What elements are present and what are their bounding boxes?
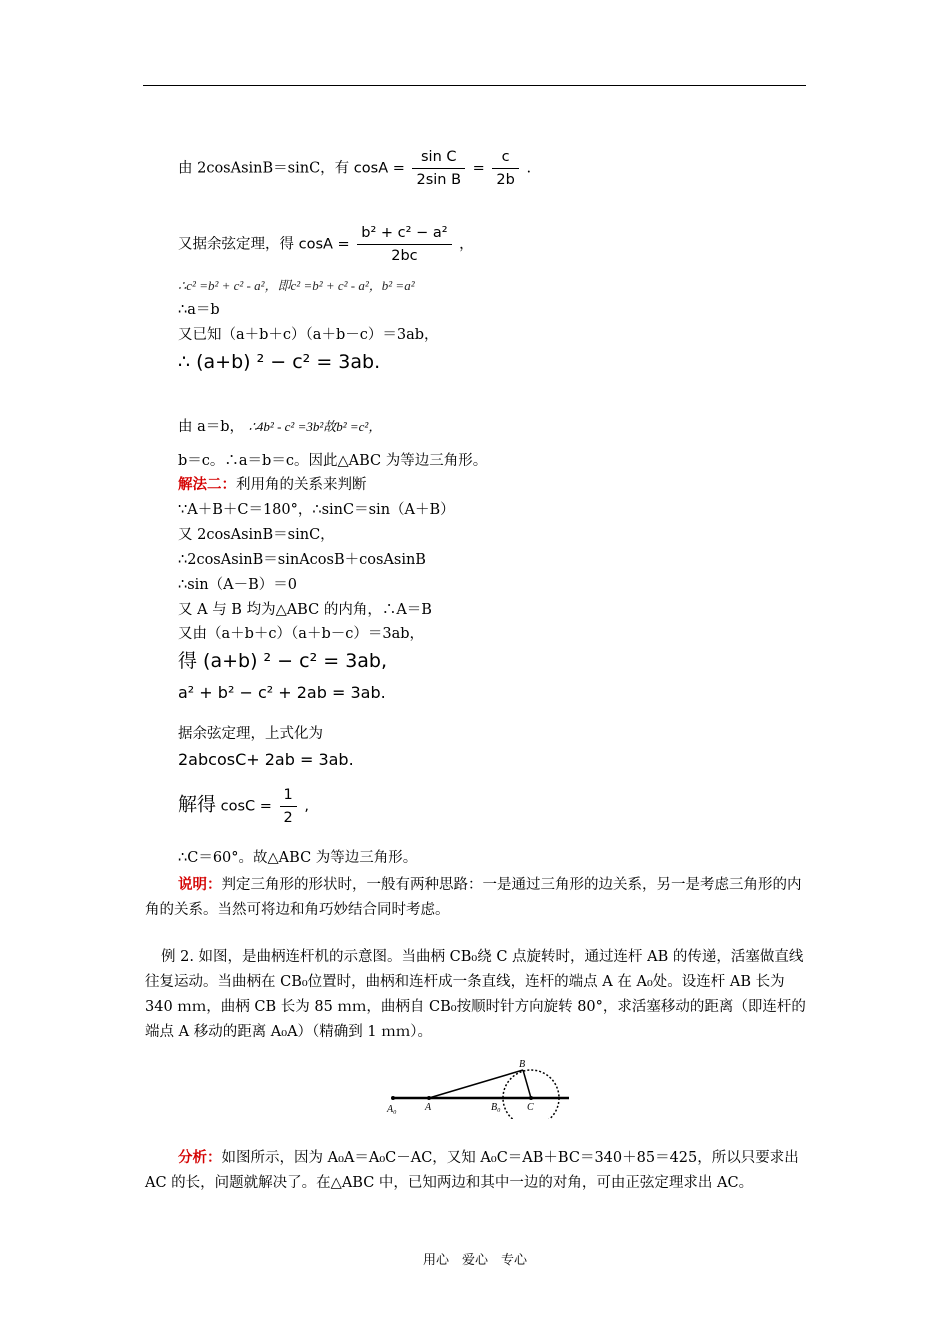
denominator: 2sin B: [416, 172, 462, 188]
math-text: cosA =: [298, 236, 350, 253]
point-c: [529, 1096, 533, 1100]
method-two-heading: [178, 475, 367, 495]
numerator: b² + c² − a²: [357, 222, 451, 245]
eq-line-12: ∴2cosAsinB＝sinAcosB＋cosAsinB: [178, 552, 426, 568]
crank-diagram: [383, 1057, 573, 1119]
eq-line-8: b＝c。∴a＝b＝c。因此△ABC 为等边三角形。: [178, 453, 488, 469]
text: .: [526, 160, 532, 177]
eq-line-1: [178, 146, 531, 191]
page-footer: 用心 爱心 专心: [422, 1253, 527, 1268]
example-2-paragraph: [145, 945, 807, 1045]
numerator: c: [492, 146, 518, 169]
crank-cb: [523, 1070, 531, 1098]
label-a: A: [425, 1102, 432, 1113]
example-2-text: 例 2. 如图，是曲柄连杆机的示意图。当曲柄 CB₀绕 C 点旋转时，通过连杆 AB 的传递，活塞做直线往复运动。当曲柄在 CB₀位置时，曲柄和连杆成一条直线，连杆的端点 A 在 A₀处。设连杆 AB 长为 340 ｍｍ，曲柄 CB 长为 85 ｍｍ，曲柄自 CB₀按顺时针方向旋转 80°，求活塞移动的距离（即连杆的端点 A 移动的距离 A₀A）（精确到 1 ｍｍ）。: [145, 949, 806, 1040]
eq-line-17: a² + b² − c² + 2ab = 3ab.: [178, 683, 386, 702]
text: 由 a＝b，: [178, 419, 245, 435]
text: 利用角的关系来判断: [236, 477, 367, 493]
denominator: 2: [283, 810, 293, 826]
header-rule: [143, 85, 806, 86]
eq-line-4: ∴a＝b: [178, 302, 220, 318]
fraction: [357, 222, 451, 267]
math-text: cosA =: [353, 160, 405, 177]
denominator: 2bc: [391, 248, 418, 264]
math-text: =: [472, 160, 485, 177]
eq-line-20: [178, 784, 309, 829]
eq-line-10: ∵A＋B＋C＝180°，∴sinC＝sin（A＋B）: [178, 502, 455, 518]
analysis-text: 如图所示，因为 A₀A＝A₀C－AC，又知 A₀C＝AB＋BC＝340＋85＝425，所以只要求出 AC 的长，问题就解决了。在△ABC 中，已知两边和其中一边的对角，可由正弦定理求出 AC。: [145, 1150, 799, 1191]
label-b0: B₀: [491, 1102, 501, 1113]
analysis-paragraph: [145, 1145, 807, 1196]
eq-line-18: 据余弦定理，上式化为: [178, 726, 323, 742]
eq-line-19: 2abcosC+ 2ab = 3ab.: [178, 750, 354, 769]
eq-line-5: 又已知（a＋b＋c）（a＋b－c）＝3ab，: [178, 327, 439, 343]
text: ,: [304, 798, 309, 815]
eq-line-16: 得 (a+b) ² − c² = 3ab,: [178, 650, 388, 672]
eq-line-6: ∴ (a+b) ² − c² = 3ab.: [178, 351, 381, 373]
numerator: 1: [280, 784, 297, 807]
eq-line-13: ∴sin（A－B）＝0: [178, 577, 297, 593]
fraction: [492, 146, 518, 191]
eq-line-3: ∴c² =b² + c² - a²，即c² =b² + c² - a²，b² =a²: [178, 278, 415, 293]
denominator: 2b: [496, 172, 515, 188]
eq-line-14: 又 A 与 B 均为△ABC 的内角，∴A＝B: [178, 602, 432, 618]
numerator: sin C: [412, 146, 465, 169]
label-b: B: [519, 1059, 526, 1070]
text: 解得: [178, 793, 217, 816]
eq-line-11: 又 2cosAsinB＝sinC，: [178, 527, 335, 543]
eq-line-15: 又由（a＋b＋c）（a＋b－c）＝3ab，: [178, 626, 424, 642]
fraction: [280, 784, 297, 829]
note-label: 说明：: [178, 876, 222, 893]
text: 由 2cosAsinB＝sinC，有: [178, 160, 350, 177]
fraction: [412, 146, 465, 191]
method-label: 解法二：: [178, 476, 236, 493]
math-text: ∴4b² - c² =3b²故b² =c²，: [248, 419, 382, 434]
note-paragraph: [145, 872, 807, 923]
point-a: [427, 1096, 431, 1100]
label-c: C: [527, 1102, 534, 1113]
connecting-rod-ab: [429, 1070, 523, 1098]
math-text: cosC =: [220, 798, 272, 815]
eq-line-2: [178, 222, 474, 267]
label-a0: A₀: [387, 1104, 397, 1115]
analysis-label: 分析：: [178, 1149, 222, 1166]
point-a0: [391, 1096, 395, 1100]
text: ，: [459, 236, 474, 253]
note-text: 判定三角形的形状时，一般有两种思路：一是通过三角形的边关系，另一是考虑三角形的内角的关系。当然可将边和角巧妙结合同时考虑。: [145, 877, 802, 918]
text: 又据余弦定理，得: [178, 236, 294, 253]
eq-line-7: [178, 417, 381, 437]
eq-line-21: ∴C＝60°。故△ABC 为等边三角形。: [178, 850, 418, 866]
